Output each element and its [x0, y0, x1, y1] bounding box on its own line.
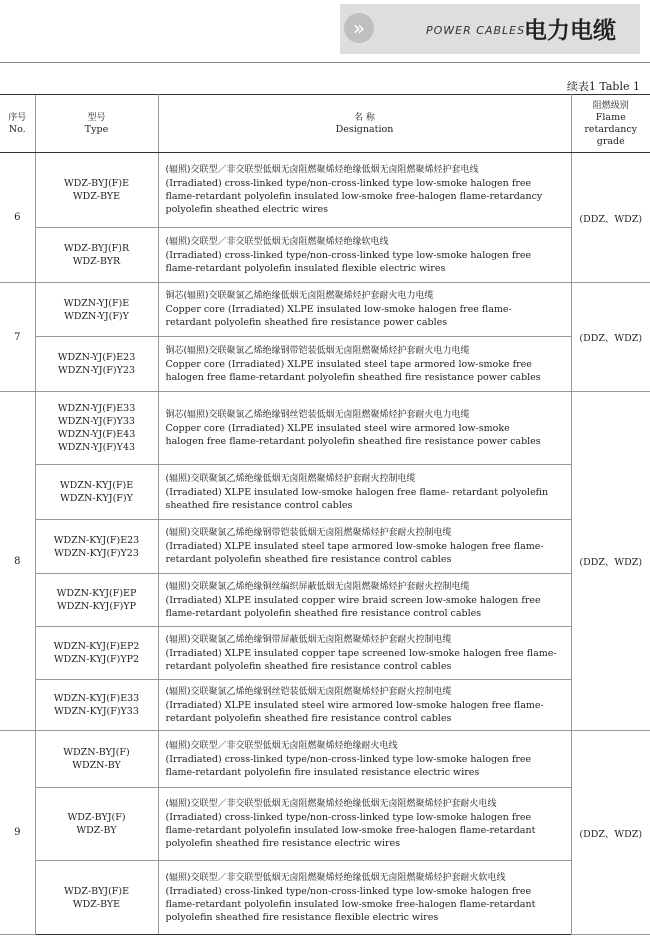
type-code: WDZN-BYJ(F) [63, 747, 130, 758]
type-cell [35, 283, 158, 337]
group-number: 7 [0, 283, 35, 392]
table-row [0, 337, 650, 392]
designation-english-line: (Irradiated) XLPE insulated steel tape armored low-smoke halogen free flame- [165, 541, 544, 552]
type-cell [35, 520, 158, 574]
group-number: 9 [0, 731, 35, 935]
designation-english-line: retardant polyolefin sheathed fire resistance control cables [165, 712, 452, 724]
designation-chinese: 铜芯(辐照)交联聚氯乙烯绝缘钢带铠装低烟无卤阻燃聚烯烃护套耐火电力电缆 [165, 345, 470, 356]
type-code: WDZN-YJ(F)E [63, 297, 130, 309]
designation-chinese: (辐照)交联型／非交联型低烟无卤阻燃聚烯烃绝缘低烟无卤阻燃聚烯烃护套耐火电线 [165, 799, 497, 809]
designation-cell [158, 788, 571, 861]
designation-english-line: polyolefin sheathed fire resistance flexible electric wires [165, 911, 439, 923]
group-number: 8 [0, 392, 35, 731]
designation-chinese: (辐照)交联聚氯乙烯绝缘钢带铠装低烟无卤阻燃聚烯烃护套耐火控制电缆 [165, 528, 452, 538]
type-code: WDZ-BYE [72, 191, 121, 202]
designation-cell [158, 731, 571, 788]
type-cell [35, 337, 158, 392]
designation-english-line: flame-retardant polyolefin insulated low-smoke free-halogen flame-retardancy [165, 191, 543, 202]
type-code: WDZ-BYJ(F)E [63, 178, 130, 189]
header-rule [0, 62, 650, 63]
designation-chinese: 铜芯(辐照)交联聚氯乙烯绝缘钢丝铠装低烟无卤阻燃聚烯烃护套耐火电力电缆 [165, 409, 470, 420]
designation-english-line: (Irradiated) XLPE insulated copper wire braid screen low-smoke halogen free [165, 594, 541, 606]
designation-english-line: (Irradiated) cross-linked type/non-cross-linked type low-smoke halogen free [165, 249, 532, 261]
designation-cell [158, 465, 571, 520]
designation-english-line: retardant polyolefin sheathed fire resistance control cables [165, 660, 452, 672]
designation-english-line: Copper core (Irradiated) XLPE insulated steel wire armored low-smoke [165, 422, 510, 434]
designation-cell [158, 228, 571, 283]
type-code: WDZ-BYJ(F) [67, 812, 126, 823]
header-designation: 名 称 Designation [158, 95, 571, 153]
type-cell [35, 861, 158, 935]
type-code: WDZN-YJ(F)E43 [57, 429, 136, 440]
type-code: WDZN-YJ(F)Y23 [58, 365, 135, 376]
designation-chinese: (辐照)交联型／非交联型低烟无卤阻燃聚烯烃绝缘低烟无卤阻燃聚烯烃护套耐火软电线 [165, 872, 506, 883]
designation-chinese: (辐照)交联聚氯乙烯绝缘低烟无卤阻燃聚烯烃护套耐火控制电缆 [165, 473, 416, 484]
designation-english-line: (Irradiated) cross-linked type/non-cross-linked type low-smoke halogen free [165, 885, 532, 897]
flame-grade: (DDZ、WDZ) [571, 283, 650, 392]
designation-english-line: retardant polyolefin sheathed fire resistance control cables [165, 554, 452, 565]
designation-cell [158, 680, 571, 731]
designation-english-line: halogen free flame-retardant polyolefin sheathed fire resistance power cables [165, 435, 541, 447]
designation-english-line: flame-retardant polyolefin insulated flexible electric wires [165, 262, 446, 274]
designation-english-line: polyolefin sheathed electric wires [165, 204, 329, 215]
designation-english-line: sheathed fire resistance control cables [165, 499, 353, 511]
type-cell [35, 731, 158, 788]
type-code: WDZN-KYJ(F)Y23 [54, 547, 139, 559]
table-row [0, 465, 650, 520]
flame-grade: (DDZ、WDZ) [571, 392, 650, 731]
designation-cell [158, 574, 571, 627]
type-cell [35, 228, 158, 283]
designation-cell [158, 283, 571, 337]
designation-chinese: (辐照)交联型／非交联型低烟无卤阻燃聚烯烃绝缘软电线 [165, 236, 389, 247]
designation-english-line: flame-retardant polyolefin insulated low-smoke free-halogen flame-retardant [165, 898, 536, 910]
type-cell [35, 392, 158, 465]
table-row [0, 574, 650, 627]
type-cell [35, 153, 158, 228]
type-code: WDZN-KYJ(F)YP2 [53, 654, 140, 665]
designation-english-line: flame-retardant polyolefin insulated low-smoke free-halogen flame-retardant [165, 825, 536, 836]
type-code: WDZN-YJ(F)Y33 [58, 416, 135, 427]
type-code: WDZN-YJ(F)Y [64, 310, 129, 322]
designation-english-line: flame-retardant polyolefin fire insulated resistance electric wires [165, 766, 480, 778]
type-code: WDZN-KYJ(F)E23 [53, 534, 140, 546]
type-code: WDZ-BY [76, 825, 117, 836]
table-row [0, 788, 650, 861]
designation-cell [158, 861, 571, 935]
type-code: WDZ-BYJ(F)E [63, 885, 130, 897]
designation-english-line: (Irradiated) cross-linked type/non-cross-linked type low-smoke halogen free [165, 178, 532, 189]
designation-chinese: (辐照)交联型／非交联型低烟无卤阻燃聚烯烃绝缘耐火电线 [165, 740, 398, 751]
table-row [0, 520, 650, 574]
designation-chinese: (辐照)交联聚氯乙烯绝缘铜丝编织屏蔽低烟无卤阻燃聚烯烃护套耐火控制电缆 [165, 581, 470, 592]
type-cell [35, 574, 158, 627]
table-body [0, 153, 650, 935]
type-code: WDZN-YJ(F)E23 [57, 352, 136, 363]
table-row [0, 153, 650, 228]
type-code: WDZN-KYJ(F)YP [56, 601, 137, 612]
table-caption: 续表1 Table 1 [566, 80, 640, 93]
designation-english-line: (Irradiated) XLPE insulated steel wire armored low-smoke halogen free flame- [165, 699, 544, 711]
designation-english-line: Copper core (Irradiated) XLPE insulated low-smoke halogen free flame- [165, 304, 512, 315]
cable-table [0, 94, 650, 935]
designation-chinese: 铜芯(辐照)交联聚氯乙烯绝缘低烟无卤阻燃聚烯烃护套耐火电力电缆 [165, 291, 434, 301]
designation-english-line: flame-retardant polyolefin sheathed fire resistance control cables [165, 607, 482, 619]
type-code: WDZN-BY [72, 760, 121, 771]
designation-english-line: (Irradiated) XLPE insulated copper tape screened low-smoke halogen free flame- [165, 647, 557, 659]
header-chinese-title: 电力电缆 [524, 18, 616, 44]
designation-english-line: (Irradiated) cross-linked type/non-cross-linked type low-smoke halogen free [165, 812, 532, 823]
type-code: WDZ-BYR [72, 256, 121, 267]
table-row [0, 392, 650, 465]
flame-grade: (DDZ、WDZ) [571, 731, 650, 935]
designation-cell [158, 392, 571, 465]
double-chevron-right-icon: » [344, 13, 374, 43]
type-cell [35, 465, 158, 520]
type-code: WDZN-KYJ(F)EP [56, 588, 137, 599]
flame-grade: (DDZ、WDZ) [571, 153, 650, 283]
designation-chinese: (辐照)交联聚氯乙烯绝缘钢丝铠装低烟无卤阻燃聚烯烃护套耐火控制电缆 [165, 686, 452, 697]
header-type: 型号 Type [35, 95, 158, 153]
designation-chinese: (辐照)交联型／非交联型低烟无卤阻燃聚烯烃绝缘低烟无卤阻燃聚烯烃护套电线 [165, 165, 479, 175]
type-cell [35, 627, 158, 680]
table-header-row [0, 95, 650, 153]
type-cell [35, 680, 158, 731]
header-english-title: POWER CABLES [426, 24, 526, 37]
designation-english-line: retardant polyolefin sheathed fire resistance power cables [165, 317, 448, 328]
type-code: WDZN-KYJ(F)Y33 [54, 706, 139, 717]
designation-cell [158, 520, 571, 574]
type-code: WDZN-KYJ(F)E33 [53, 693, 140, 704]
header-grade: 阻燃级别 Flame retardancy grade [571, 95, 650, 153]
designation-cell [158, 153, 571, 228]
designation-english-line: Copper core (Irradiated) XLPE insulated steel tape armored low-smoke free [165, 358, 532, 370]
designation-chinese: (辐照)交联聚氯乙烯绝缘铜带屏蔽低烟无卤阻燃聚烯烃护套耐火控制电缆 [165, 634, 452, 645]
designation-english-line: polyolefin sheathed fire resistance electric wires [165, 838, 401, 849]
type-code: WDZ-BYE [72, 898, 121, 910]
type-cell [35, 788, 158, 861]
type-code: WDZN-KYJ(F)E [59, 480, 134, 491]
table-row [0, 228, 650, 283]
type-code: WDZN-KYJ(F)Y [60, 493, 133, 504]
table-row [0, 731, 650, 788]
table-row [0, 283, 650, 337]
designation-cell [158, 627, 571, 680]
type-code: WDZN-KYJ(F)EP2 [53, 641, 140, 652]
type-code: WDZ-BYJ(F)R [63, 243, 130, 254]
designation-english-line: halogen free flame-retardant polyolefin sheathed fire resistance power cables [165, 371, 541, 383]
type-code: WDZN-YJ(F)Y43 [58, 442, 135, 453]
table-row [0, 680, 650, 731]
table-row [0, 627, 650, 680]
designation-english-line: (Irradiated) cross-linked type/non-cross-linked type low-smoke halogen free [165, 753, 532, 765]
designation-english-line: (Irradiated) XLPE insulated low-smoke halogen free flame- retardant polyolefin [165, 486, 549, 498]
designation-cell [158, 337, 571, 392]
header-no: 序号 No. [0, 95, 35, 153]
type-code: WDZN-YJ(F)E33 [57, 403, 136, 414]
table-row [0, 861, 650, 935]
group-number: 6 [0, 153, 35, 283]
